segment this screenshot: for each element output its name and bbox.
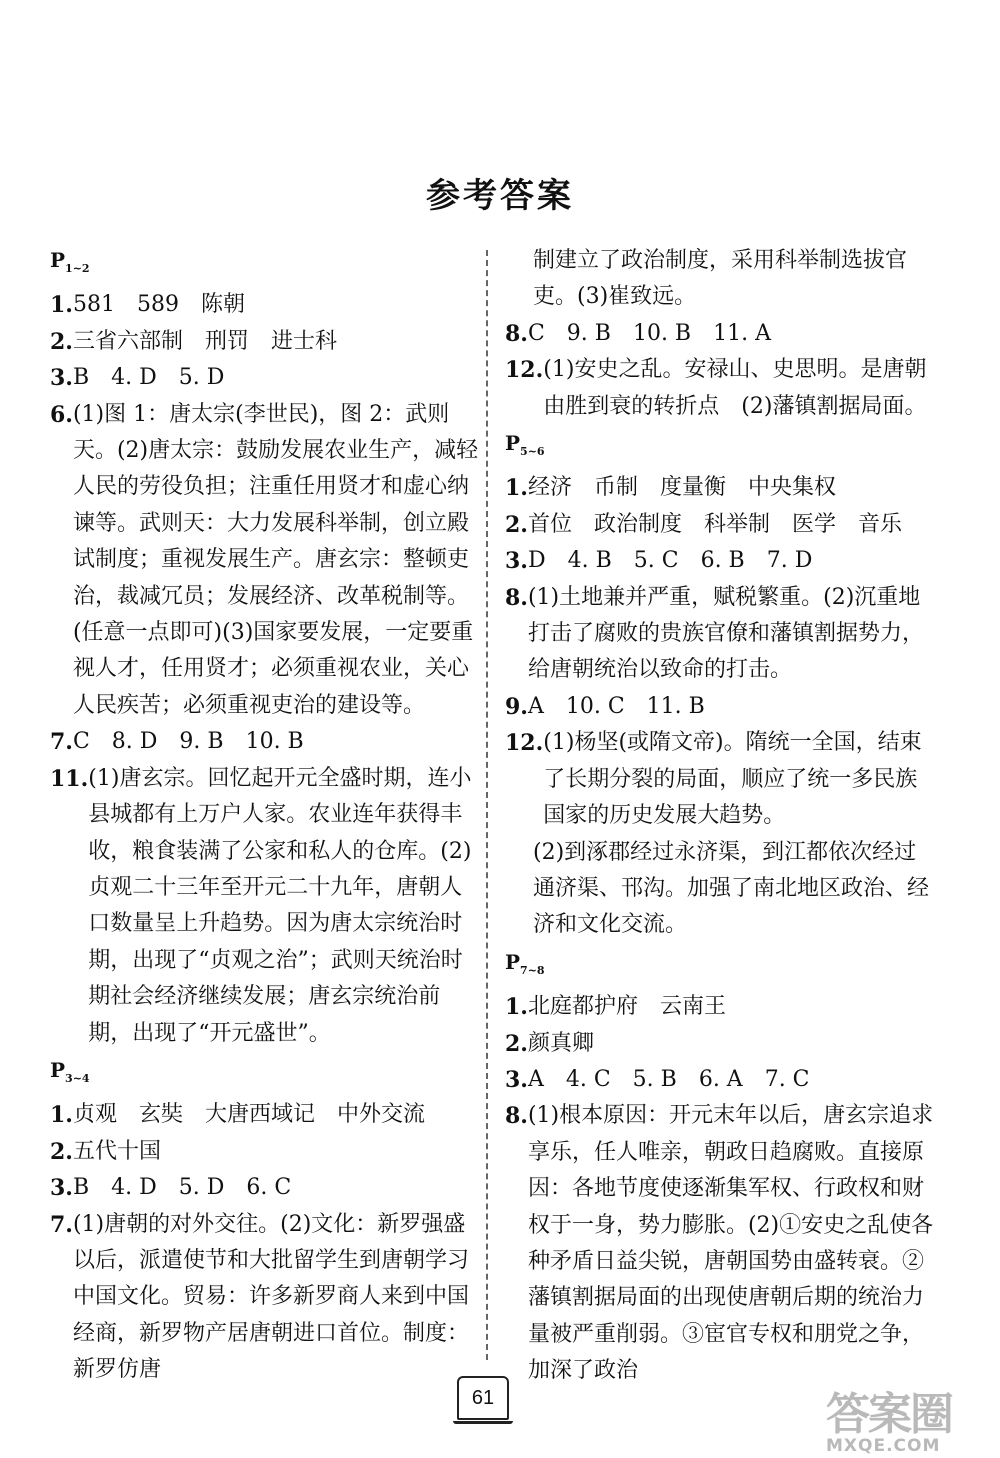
answer-text: 五代十国: [72, 1138, 161, 1164]
answer-item: [505, 470, 937, 506]
question-number: 3.: [505, 548, 528, 575]
answer-text: (1)杨坚(或隋文帝)。隋统一全国，结束了长期分裂的局面，顺应了统一多民族国家的历史发展大趋势。: [543, 730, 922, 829]
section-heading: [50, 1052, 482, 1097]
question-number: 2.: [505, 1030, 528, 1057]
answer-item: [50, 287, 482, 323]
answer-item: [505, 1098, 937, 1389]
answer-text: (1)唐朝的对外交往。(2)文化：新罗强盛以后，派遣使节和大批留学生到唐朝学习中国文化。贸易：许多新罗商人来到中国经商，新罗物产居唐朝进口首位。制度：新罗仿唐: [72, 1211, 469, 1383]
question-number: 7.: [50, 729, 73, 756]
column-divider: [486, 250, 488, 1360]
answer-column-right: [505, 243, 937, 1390]
answer-item: [50, 397, 482, 725]
answer-column-left: [50, 242, 482, 1389]
question-number: 12.: [505, 730, 544, 757]
page-number: 61: [471, 1386, 495, 1409]
answer-text: C 9. B 10. B 11. A: [527, 320, 771, 346]
answer-item: [505, 1026, 937, 1062]
question-number: 8.: [505, 1103, 528, 1130]
question-number: 8.: [505, 320, 528, 347]
answer-text: (1)土地兼并严重，赋税繁重。(2)沉重地打击了腐败的贵族官僚和藩镇割据势力，给唐朝统治以致命的打击。: [527, 584, 924, 683]
question-number: 11.: [50, 765, 89, 792]
page-number-badge: [457, 1376, 509, 1420]
answer-item: [505, 1062, 937, 1098]
watermark-logo: [826, 1378, 986, 1456]
answer-item: [50, 724, 482, 760]
question-number: 2.: [50, 328, 73, 355]
answer-continuation: 制建立了政治制度，采用科举制选拔官吏。(3)崔致远。: [533, 248, 908, 310]
question-number: 9.: [505, 693, 528, 720]
section-label: P: [505, 431, 521, 456]
question-number: 1.: [505, 994, 528, 1021]
section-label: P: [50, 1057, 66, 1082]
answer-item: [505, 316, 937, 352]
answer-text: (1)安史之乱。安禄山、史思明。是唐朝由胜到衰的转折点 (2)藩镇割据局面。: [543, 357, 927, 419]
answer-text: B 4. D 5. D: [72, 365, 225, 391]
section-label: P: [505, 949, 521, 974]
answer-text: 北庭都护府 云南王: [527, 994, 726, 1020]
answer-text: 经济 币制 度量衡 中央集权: [527, 475, 836, 501]
answer-continuation: (2)到涿郡经过永济渠，到江都依次经过通济渠、邗沟。加强了南北地区政治、经济和文化交流。: [533, 839, 930, 938]
answer-text: 颜真卿: [527, 1030, 594, 1056]
question-number: 6.: [50, 401, 73, 428]
question-number: 1.: [50, 292, 73, 319]
answer-text: C 8. D 9. B 10. B: [72, 729, 304, 755]
answer-item: [50, 1097, 482, 1133]
question-number: 7.: [50, 1211, 73, 1238]
answer-text: 贞观 玄奘 大唐西域记 中外交流: [72, 1102, 425, 1128]
answer-item: [505, 725, 937, 834]
answer-item: [50, 324, 482, 360]
question-number: 8.: [505, 584, 528, 611]
answer-text: A 4. C 5. B 6. A 7. C: [527, 1066, 810, 1092]
answer-item: [505, 580, 937, 689]
answer-text: 581 589 陈朝: [72, 292, 245, 318]
section-label: P: [50, 248, 66, 272]
question-number: 2.: [50, 1138, 73, 1165]
answer-item: [505, 989, 937, 1025]
answer-text: (1)唐玄宗。回忆起开元全盛时期，连小县城都有上万户人家。农业连年获得丰收，粮食装满了公家和私人的仓库。(2)贞观二十三年至开元二十九年，唐朝人口数量呈上升趋势。因为唐太宗统治时期，出现了“贞观之治”；武则天统治时期社会经济继续发展；唐玄宗统治前期，出现了“开元盛世”。: [88, 765, 472, 1046]
section-page-range: 1~2: [65, 262, 90, 275]
answer-item: [50, 360, 482, 396]
question-number: 3.: [50, 1175, 73, 1202]
question-number: 1.: [505, 475, 528, 502]
question-number: 12.: [505, 357, 544, 384]
section-heading: [505, 425, 937, 470]
answer-text: B 4. D 5. D 6. C: [72, 1175, 292, 1201]
question-number: 3.: [50, 365, 73, 392]
section-heading: [505, 944, 937, 989]
answer-text: A 10. C 11. B: [527, 693, 705, 719]
section-page-range: 5~6: [520, 445, 545, 459]
page-title: 参考答案: [426, 176, 574, 216]
answer-text: (1)根本原因：开元末年以后，唐玄宗追求享乐，任人唯亲，朝政日趋腐败。直接原因：各地节度使逐渐集军权、行政权和财权于一身，势力膨胀。(2)①安史之乱使各种矛盾日益尖锐，唐朝国势由盛转衰。②藩镇割据局面的出现使唐朝后期的统治力量被严重削弱。③宦官专权和朋党之争，加深了政治: [527, 1103, 934, 1384]
watermark-logo-text: 答案圈: [826, 1389, 952, 1440]
question-number: 3.: [505, 1066, 528, 1093]
question-number: 2.: [505, 511, 528, 538]
section-heading: [50, 242, 482, 287]
answer-item: [50, 1207, 482, 1389]
answer-text: 三省六部制 刑罚 进士科: [72, 328, 337, 354]
answer-item: [505, 352, 937, 425]
question-number: 1.: [50, 1102, 73, 1129]
section-page-range: 7~8: [520, 963, 545, 977]
answer-text: 首位 政治制度 科举制 医学 音乐: [527, 511, 902, 537]
answer-text: D 4. B 5. C 6. B 7. D: [527, 548, 813, 574]
answer-item: [505, 507, 937, 543]
watermark-url: MXQE.COM: [826, 1436, 941, 1456]
answer-item: [50, 1170, 482, 1206]
answer-item: [505, 543, 937, 579]
answer-item: [505, 689, 937, 725]
section-page-range: 3~4: [65, 1071, 90, 1085]
answer-text: (1)图 1：唐太宗(李世民)，图 2：武则天。(2)唐太宗：鼓励发展农业生产，减轻人民的劳役负担；注重任用贤才和虚心纳谏等。武则天：大力发展科举制，创立殿试制度；重视发展生产。唐玄宗：整顿吏治，裁减冗员；发展经济、改革税制等。(任意一点即可)(3)国家要发展，一定要重视人才，任用贤才；必须重视农业，关心人民疾苦；必须重视吏治的建设等。: [72, 401, 479, 718]
answer-item: [50, 1134, 482, 1170]
answer-item: [50, 761, 482, 1052]
